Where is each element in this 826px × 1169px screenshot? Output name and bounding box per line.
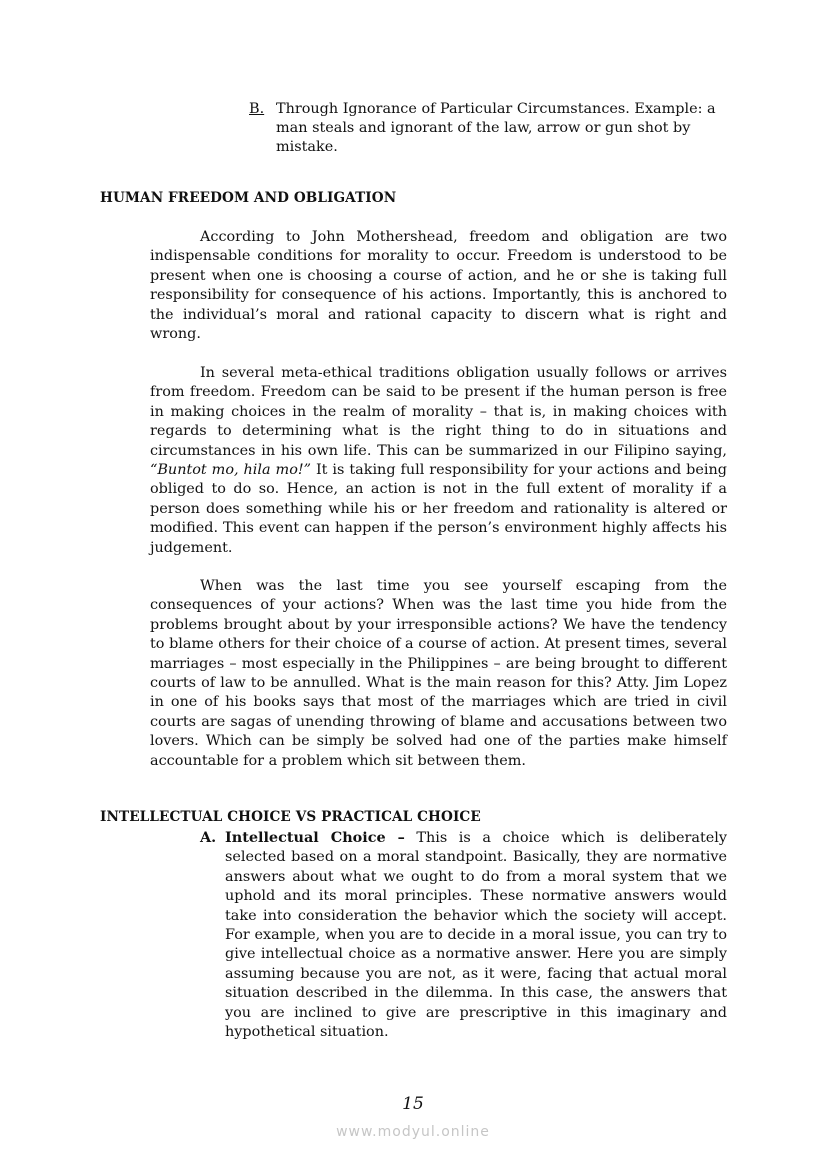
list-item-b-text: Through Ignorance of Particular Circumstances. Example: a man steals and ignorant of the law, arrow or gun shot by mistake. <box>276 101 716 155</box>
list-marker-b: B. <box>249 101 265 117</box>
watermark: www.modyul.online <box>336 1124 490 1140</box>
list-marker-a: A. <box>200 829 217 846</box>
page-number: 15 <box>402 1094 424 1114</box>
paragraph-meta-ethical-continued: It is taking full responsibility for your actions and being obliged to do so. Hence, an action is not in the full extent of morality if a person does something while his or her freedom and rationality is altered or modified. This event can happen if the person’s environment highly affects his judgement. <box>150 462 727 556</box>
term-intellectual-choice: Intellectual Choice – <box>225 829 405 846</box>
paragraph-mothershead: According to John Mothershead, freedom and obligation are two indispensable conditions for morality to occur. Freedom is understood to be present when one is choosing a course of action, and he or she is taking full responsibility for consequence of his actions. Importantly, this is anchored to the individual’s moral and rational capacity to discern what is right and wrong. <box>150 229 727 343</box>
intellectual-choice-definition: This is a choice which is deliberately selected based on a moral standpoint. Basically, they are normative answers about what we ought to do from a moral system that we uphold and its moral principles. These normative answers would take into consideration the behavior which the society will accept. For example, when you are to decide in a moral issue, you can try to give intellectual choice as a normative answer. Here you are simply assuming because you are not, as it were, facing that actual moral situation described in the dilemma. In this case, the answers that you are inclined to give are prescriptive in this imaginary and hypothetical situation. <box>225 830 727 1041</box>
list-item-b <box>249 100 729 157</box>
filipino-saying: “Buntot mo, hila mo!” <box>150 462 311 479</box>
list-item-a <box>200 828 727 1042</box>
heading-human-freedom: HUMAN FREEDOM AND OBLIGATION <box>100 190 397 206</box>
heading-intellectual-vs-practical: INTELLECTUAL CHOICE VS PRACTICAL CHOICE <box>100 809 481 825</box>
paragraph-meta-ethical <box>150 364 727 558</box>
list-item-a-body <box>225 828 727 1042</box>
paragraph-escaping-consequences: When was the last time you see yourself escaping from the consequences of your actions? When was the last time you hide from the problems brought about by your irresponsible actions? We have the tendency to blame others for their choice of a course of action. At present times, several marriages – most especially in the Philippines – are being brought to different courts of law to be annulled. What is the main reason for this? Atty. Jim Lopez in one of his books says that most of the marriages which are tried in civil courts are sagas of unending throwing of blame and accusations between two lovers. Which can be simply be solved had one of the parties make himself accountable for a problem which sit between them. <box>150 578 727 769</box>
paragraph-meta-ethical-text: In several meta-ethical traditions obligation usually follows or arrives from freedom. Freedom can be said to be present if the human person is free in making choices in the realm of morality – that is, in making choices with regards to determining what is the right thing to do in situations and circumstances in his own life. This can be summarized in our Filipino saying, <box>150 365 727 459</box>
